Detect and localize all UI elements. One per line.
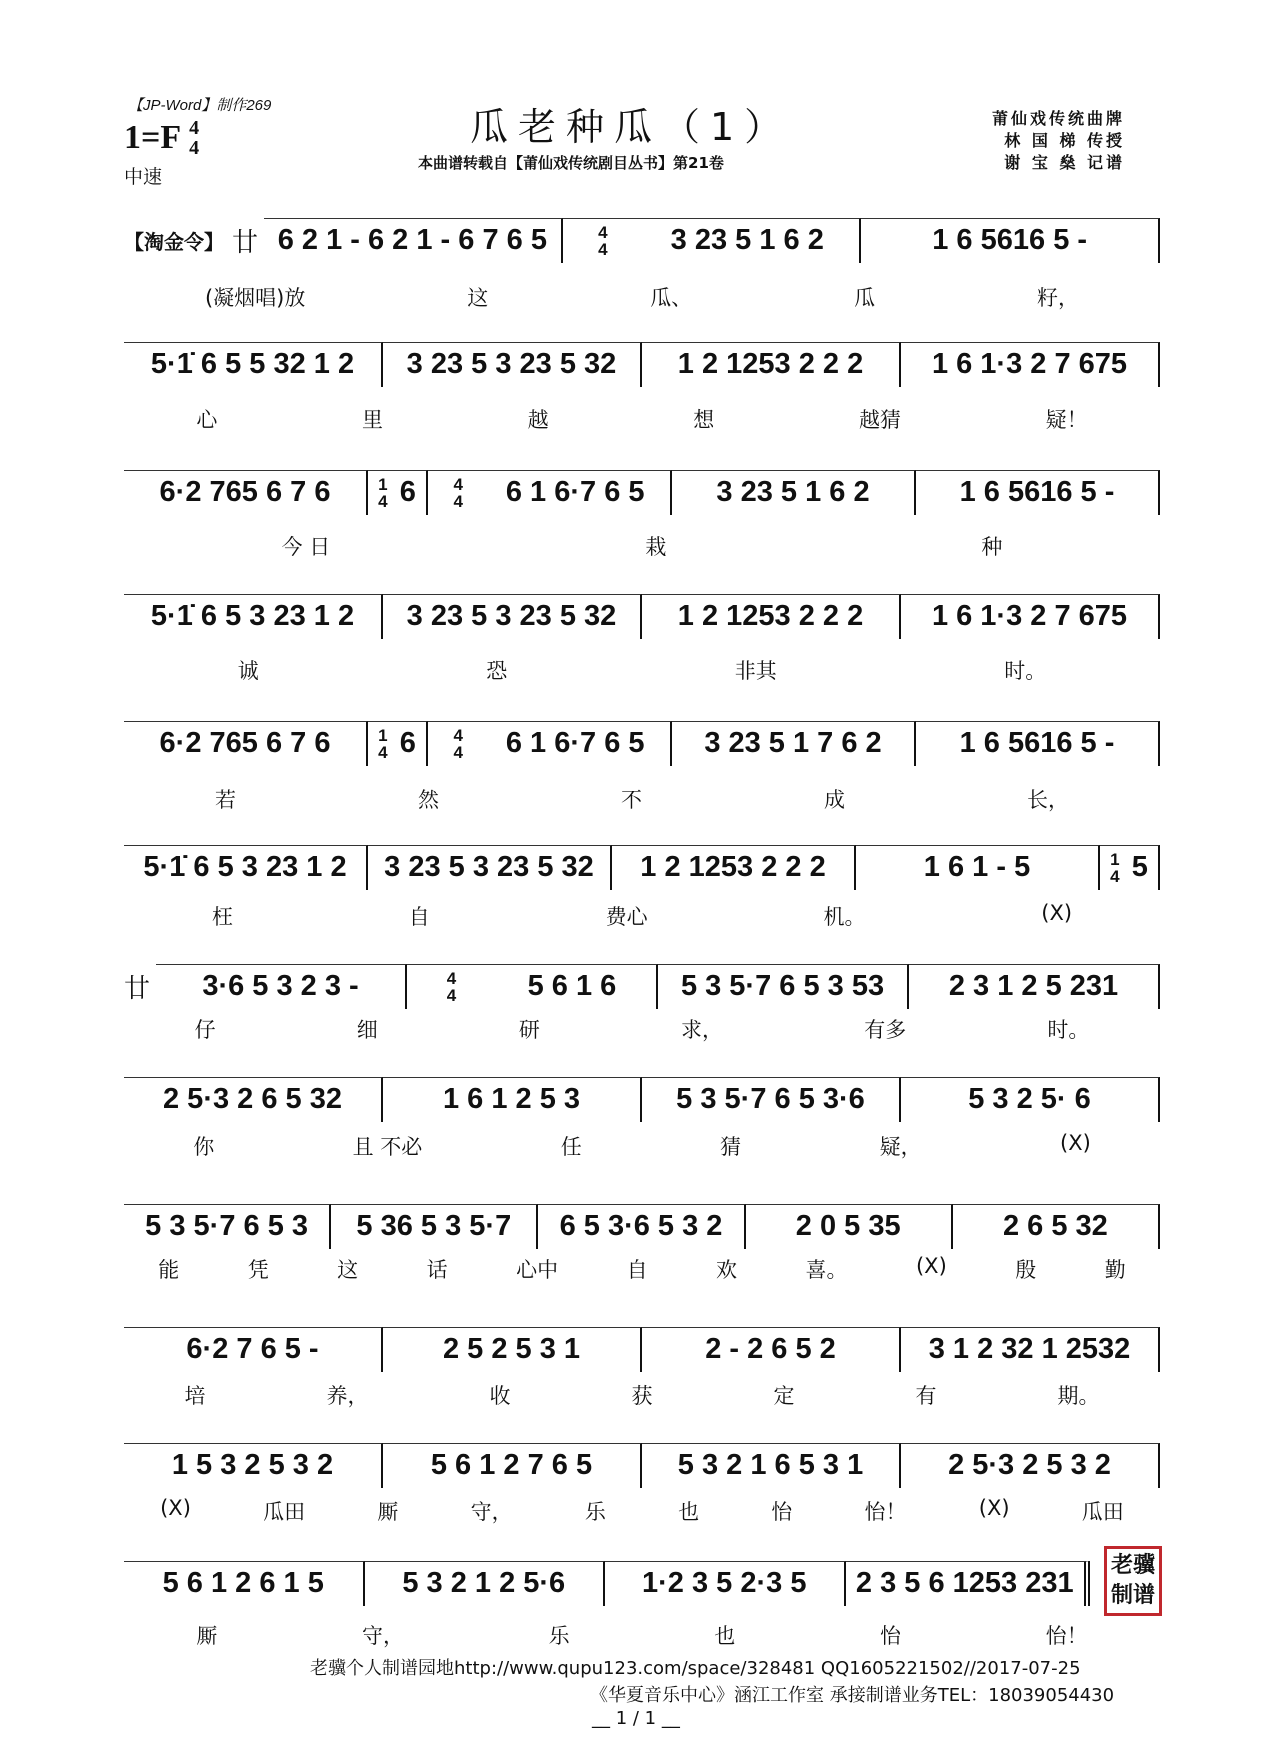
lyric: 也: [678, 1500, 700, 1524]
notes: 6: [399, 476, 416, 508]
measure: [642, 1443, 901, 1488]
lyric: 越猜: [858, 408, 901, 432]
notes: 2 3 5 6 1253 231: [855, 1567, 1074, 1599]
measure: [428, 721, 672, 766]
page-number: __ 1 / 1 __: [592, 1708, 680, 1729]
notes: 1 6 5616 5 -: [959, 476, 1115, 508]
lyric: 任: [560, 1135, 582, 1159]
lyric: 殷: [1015, 1258, 1037, 1282]
notes: 6 2 1 - 6 2 1 - 6 7 6 5: [277, 224, 547, 256]
credit: 【JP-Word】制作269: [128, 97, 272, 114]
time-change: [447, 970, 456, 1004]
lyric: 乐: [584, 1500, 606, 1524]
notes: 2 5·3 2 5 3 2: [948, 1449, 1111, 1481]
lyric: (X): [978, 1496, 1010, 1520]
measure: [124, 1077, 383, 1122]
notes: 3 23 5 1 6 2: [670, 224, 824, 256]
measure: [856, 845, 1100, 890]
lyric: 栽: [645, 535, 667, 559]
measure: [368, 721, 428, 766]
lyric: 获: [631, 1384, 653, 1408]
lyric: 培: [184, 1384, 206, 1408]
measure: [642, 594, 901, 639]
time-denominator: 4: [189, 137, 200, 159]
lyric: 且 不必: [352, 1135, 423, 1159]
lyric: 时。: [1047, 1018, 1090, 1042]
lyric: 有: [915, 1384, 937, 1408]
time-digit: 1: [378, 725, 388, 745]
measure: [383, 1443, 642, 1488]
notes: 1 5 3 2 5 3 2: [171, 1449, 334, 1481]
lyric: 喜。: [805, 1258, 848, 1282]
lyric: 瓜、: [650, 286, 693, 310]
notes: 3·6 5 3 2 3 -: [202, 970, 359, 1002]
subtitle: 本曲谱转载自【莆仙戏传统剧目丛书】第21卷: [418, 154, 724, 172]
staff-row: [124, 218, 1160, 262]
lyrics-line: [124, 531, 1160, 561]
measure: [124, 1204, 331, 1249]
time-numerator: 4: [189, 117, 200, 139]
notes: 3 23 5 3 23 5 32: [406, 348, 617, 380]
measure: [124, 342, 383, 387]
measure: [124, 1561, 365, 1606]
lyric: 勤: [1104, 1258, 1126, 1282]
lyric: (凝烟唱)放: [204, 286, 306, 310]
lyric: 守，: [470, 1500, 513, 1524]
measure: [642, 1077, 901, 1122]
lyric: (X): [915, 1254, 947, 1278]
measure: [124, 845, 368, 890]
lyric: 机。: [823, 905, 866, 929]
stamp-line: 老骥: [1110, 1553, 1155, 1578]
measure: [846, 1561, 1091, 1606]
free-meter-mark: 廿: [232, 227, 259, 258]
stamp-line: 制谱: [1110, 1583, 1155, 1608]
lyric: 怡！: [1045, 1624, 1088, 1648]
time-digit: 4: [598, 239, 608, 259]
lyrics-line: [124, 404, 1160, 434]
lyric: 自: [408, 905, 430, 929]
notes: 1 6 1·3 2 7 675: [931, 600, 1128, 632]
lyric: 能: [158, 1258, 180, 1282]
lyric: 自: [626, 1258, 648, 1282]
measure: [953, 1204, 1160, 1249]
measure: [124, 1327, 383, 1372]
lyrics-line: [124, 901, 1160, 931]
time-digit: 4: [453, 725, 463, 745]
lyrics-line: [124, 1131, 1160, 1161]
free-meter-mark: 廿: [124, 973, 151, 1004]
notes: 2 0 5 35: [795, 1210, 901, 1242]
notes: 6 1 6·7 6 5: [505, 727, 645, 759]
lyrics-line: [124, 1380, 1160, 1410]
measure: [428, 470, 672, 515]
notes: 5: [1131, 851, 1148, 883]
lyric: 里: [361, 408, 383, 432]
lyric: 研: [518, 1018, 540, 1042]
lyric: 这: [337, 1258, 359, 1282]
notes: 2 6 5 32: [1003, 1210, 1108, 1242]
lyric: 求，: [681, 1018, 724, 1042]
time-digit: 4: [1110, 866, 1120, 886]
meta-teacher: 林 国 梯 传授: [1004, 131, 1126, 150]
lyric: 非其: [734, 659, 777, 683]
notes: 3 23 5 3 23 5 32: [406, 600, 617, 632]
notes: 5 3 5·7 6 5 3 53: [680, 970, 885, 1002]
lyric: (X): [160, 1496, 191, 1520]
measure: [916, 721, 1160, 766]
lyric: 心中: [516, 1258, 559, 1282]
lyrics-line: [124, 655, 1160, 685]
lyric: 费心: [605, 905, 648, 929]
lyric: 凭: [247, 1258, 269, 1282]
notes: 3 23 5 3 23 5 32: [384, 851, 594, 883]
notes: 5 3 2 1 6 5 3 1: [677, 1449, 864, 1481]
time-digit: 1: [1110, 849, 1120, 869]
notes: 5 6 1 2 7 6 5: [430, 1449, 593, 1481]
staff-row: [124, 1443, 1160, 1487]
notes: 3 23 5 1 6 2: [716, 476, 870, 508]
notes: 5·1̇ 6 5 5 32 1 2: [150, 348, 355, 380]
lyric: (X): [1060, 1131, 1091, 1155]
lyric: 厮: [377, 1500, 399, 1524]
measure: [642, 342, 901, 387]
time-change: [453, 476, 462, 510]
time-signature: [189, 118, 199, 158]
time-digit: 4: [446, 968, 457, 988]
time-digit: 4: [453, 474, 463, 494]
lyric: 期。: [1057, 1384, 1100, 1408]
measure: [612, 845, 856, 890]
measure: [563, 218, 862, 263]
notes: 5 36 5 3 5·7: [356, 1210, 512, 1242]
measure: [901, 1077, 1160, 1122]
measure: [383, 1327, 642, 1372]
measure: [901, 342, 1160, 387]
measure: [383, 594, 642, 639]
measure: [901, 1443, 1160, 1488]
lyric: 疑，: [879, 1135, 922, 1159]
measure: [901, 594, 1160, 639]
staff-row: [124, 1204, 1160, 1248]
lyric: 长，: [1027, 788, 1069, 812]
lyric: 仔: [194, 1018, 216, 1042]
page-title: 瓜老种瓜（1）: [470, 105, 793, 149]
staff-row: [124, 342, 1160, 386]
lyric: 欢: [716, 1258, 738, 1282]
measure: [383, 1077, 642, 1122]
lyric: 瓜: [854, 286, 876, 310]
notes: 1 2 1253 2 2 2: [640, 851, 826, 883]
measure: [124, 594, 383, 639]
staff-row: [124, 594, 1160, 638]
notes: 5·1̇ 6 5 3 23 1 2: [143, 851, 347, 883]
measure: [124, 721, 368, 766]
measure: [658, 964, 909, 1009]
measure: [331, 1204, 538, 1249]
lyric: 成: [824, 788, 845, 812]
lyric: 有多: [864, 1018, 907, 1042]
staff-row: [124, 845, 1160, 889]
footer-line-2: 《华夏音乐中心》涵江工作室 承接制谱业务TEL：18039054430: [590, 1685, 1115, 1706]
lyric: 恐: [486, 659, 508, 683]
time-digit: 4: [378, 742, 388, 762]
key: 1=F: [124, 119, 182, 156]
notes: 1 6 1 - 5: [923, 851, 1031, 883]
notes: 2 5·3 2 6 5 32: [163, 1083, 342, 1115]
lyric: 也: [714, 1624, 736, 1648]
time-digit: 4: [378, 491, 388, 511]
lyric: 话: [426, 1258, 448, 1282]
lyric: 然: [418, 788, 439, 812]
notes: 5 3 5·7 6 5 3: [145, 1210, 309, 1242]
notes: 1·2 3 5 2·3 5: [642, 1567, 807, 1599]
lyric: 养，: [326, 1384, 369, 1408]
notes: 2 3 1 2 5 231: [948, 970, 1119, 1002]
lyric: 守，: [361, 1624, 404, 1648]
notes: 3 23 5 1 7 6 2: [704, 727, 882, 759]
lyric: 种: [981, 535, 1003, 559]
notes: 6·2 765 6 7 6: [159, 727, 331, 759]
notes: 2 5 2 5 3 1: [442, 1333, 581, 1365]
notes: 5 6 1 2 6 1 5: [162, 1567, 324, 1599]
lyrics-line: [124, 1620, 1160, 1650]
time-change: [453, 727, 462, 761]
measure: [672, 470, 916, 515]
meta-notator: 谢 宝 燊 记谱: [1004, 153, 1126, 172]
lyric: 若: [215, 788, 236, 812]
key-signature: [124, 116, 199, 160]
lyrics-line: [124, 1254, 1160, 1284]
notes: 1 6 5616 5 -: [959, 727, 1115, 759]
time-digit: 4: [598, 222, 608, 242]
measure: [264, 218, 563, 263]
measure: [672, 721, 916, 766]
measure: [746, 1204, 953, 1249]
measure: [124, 1443, 383, 1488]
tune-label: 【淘金令】: [124, 229, 224, 254]
lyric: 怡！: [864, 1500, 907, 1524]
measure: [368, 470, 428, 515]
lyrics-line: [124, 784, 1160, 814]
tempo: 中速: [124, 166, 163, 188]
time-digit: 4: [446, 985, 457, 1005]
measure: [156, 964, 407, 1009]
stamp: [1104, 1546, 1162, 1616]
measure: [642, 1327, 901, 1372]
lyric: 今 日: [281, 535, 331, 559]
notes: 1 6 1 2 5 3: [442, 1083, 581, 1115]
lyric: 你: [193, 1135, 215, 1159]
lyric: (X): [1041, 901, 1073, 925]
notes: 6 5 3·6 5 3 2: [559, 1210, 723, 1242]
notes: 3 1 2 32 1 2532: [928, 1333, 1131, 1365]
measure: [368, 845, 612, 890]
measure: [605, 1561, 846, 1606]
lyric: 乐: [548, 1624, 570, 1648]
time-change: [378, 476, 387, 510]
time-change: [1110, 851, 1119, 885]
notes: 5 3 2 1 2 5·6: [402, 1567, 566, 1599]
lyric: 诚: [237, 659, 259, 683]
lyrics-line: [124, 282, 1160, 312]
staff-row: [124, 470, 1160, 514]
lyric: 猜: [720, 1135, 742, 1159]
time-digit: 1: [378, 474, 388, 494]
time-change: [378, 727, 387, 761]
lyric: 厮: [196, 1624, 218, 1648]
lyric: 枉: [211, 905, 233, 929]
notes: 5·1̇ 6 5 3 23 1 2: [150, 600, 355, 632]
lyric: 收: [489, 1384, 511, 1408]
notes: 5 3 5·7 6 5 3·6: [676, 1083, 865, 1115]
lyric: 瓜田: [1081, 1500, 1124, 1524]
time-digit: 4: [453, 491, 463, 511]
measure: [365, 1561, 606, 1606]
lyric: 细: [356, 1018, 378, 1042]
lyrics-line: [124, 1496, 1160, 1526]
notes: 5 3 2 5· 6: [968, 1083, 1091, 1115]
lyric: 越: [527, 408, 549, 432]
lyric: 时。: [1004, 659, 1047, 683]
notes: 1 6 5616 5 -: [932, 224, 1088, 256]
notes: 2 - 2 6 5 2: [705, 1333, 836, 1365]
lyric: 心: [196, 408, 218, 432]
measure: [901, 1327, 1160, 1372]
notes: 6·2 765 6 7 6: [159, 476, 331, 508]
measure: [383, 342, 642, 387]
measure: [407, 964, 658, 1009]
measure: [909, 964, 1160, 1009]
footer-line-1: 老骥个人制谱园地http://www.qupu123.com/space/328481 QQ1605221502//2017-07-25: [310, 1658, 1081, 1679]
time-digit: 4: [453, 742, 463, 762]
notes: 6 1 6·7 6 5: [505, 476, 645, 508]
staff-row: [124, 721, 1160, 765]
lyric: 想: [693, 408, 715, 432]
lyrics-line: [124, 1014, 1160, 1044]
measure: [861, 218, 1160, 263]
lyric: 籽，: [1037, 286, 1080, 310]
meta-info: [992, 108, 1125, 174]
measure: [538, 1204, 745, 1249]
measure: [124, 470, 368, 515]
lyric: 怡: [879, 1624, 901, 1648]
staff-row: [124, 964, 1160, 1008]
lyric: 瓜田: [263, 1500, 306, 1524]
lyric: 定: [773, 1384, 795, 1408]
lyric: 怡: [771, 1500, 793, 1524]
time-change: [598, 224, 607, 258]
staff-row: [124, 1327, 1160, 1371]
measure: [916, 470, 1160, 515]
staff-row: [124, 1561, 1090, 1605]
meta-genre: 莆仙戏传统曲牌: [992, 109, 1126, 128]
notes: 5 6 1 6: [527, 970, 617, 1002]
notes: 6: [399, 727, 416, 759]
notes: 6·2 7 6 5 -: [186, 1333, 319, 1365]
notes: 1 2 1253 2 2 2: [677, 348, 864, 380]
lyric: 疑！: [1045, 408, 1088, 432]
lyric: 这: [467, 286, 489, 310]
notes: 1 6 1·3 2 7 675: [931, 348, 1128, 380]
staff-row: [124, 1077, 1160, 1121]
measure: [1100, 845, 1160, 890]
lyric: 不: [621, 788, 642, 812]
notes: 1 2 1253 2 2 2: [677, 600, 864, 632]
